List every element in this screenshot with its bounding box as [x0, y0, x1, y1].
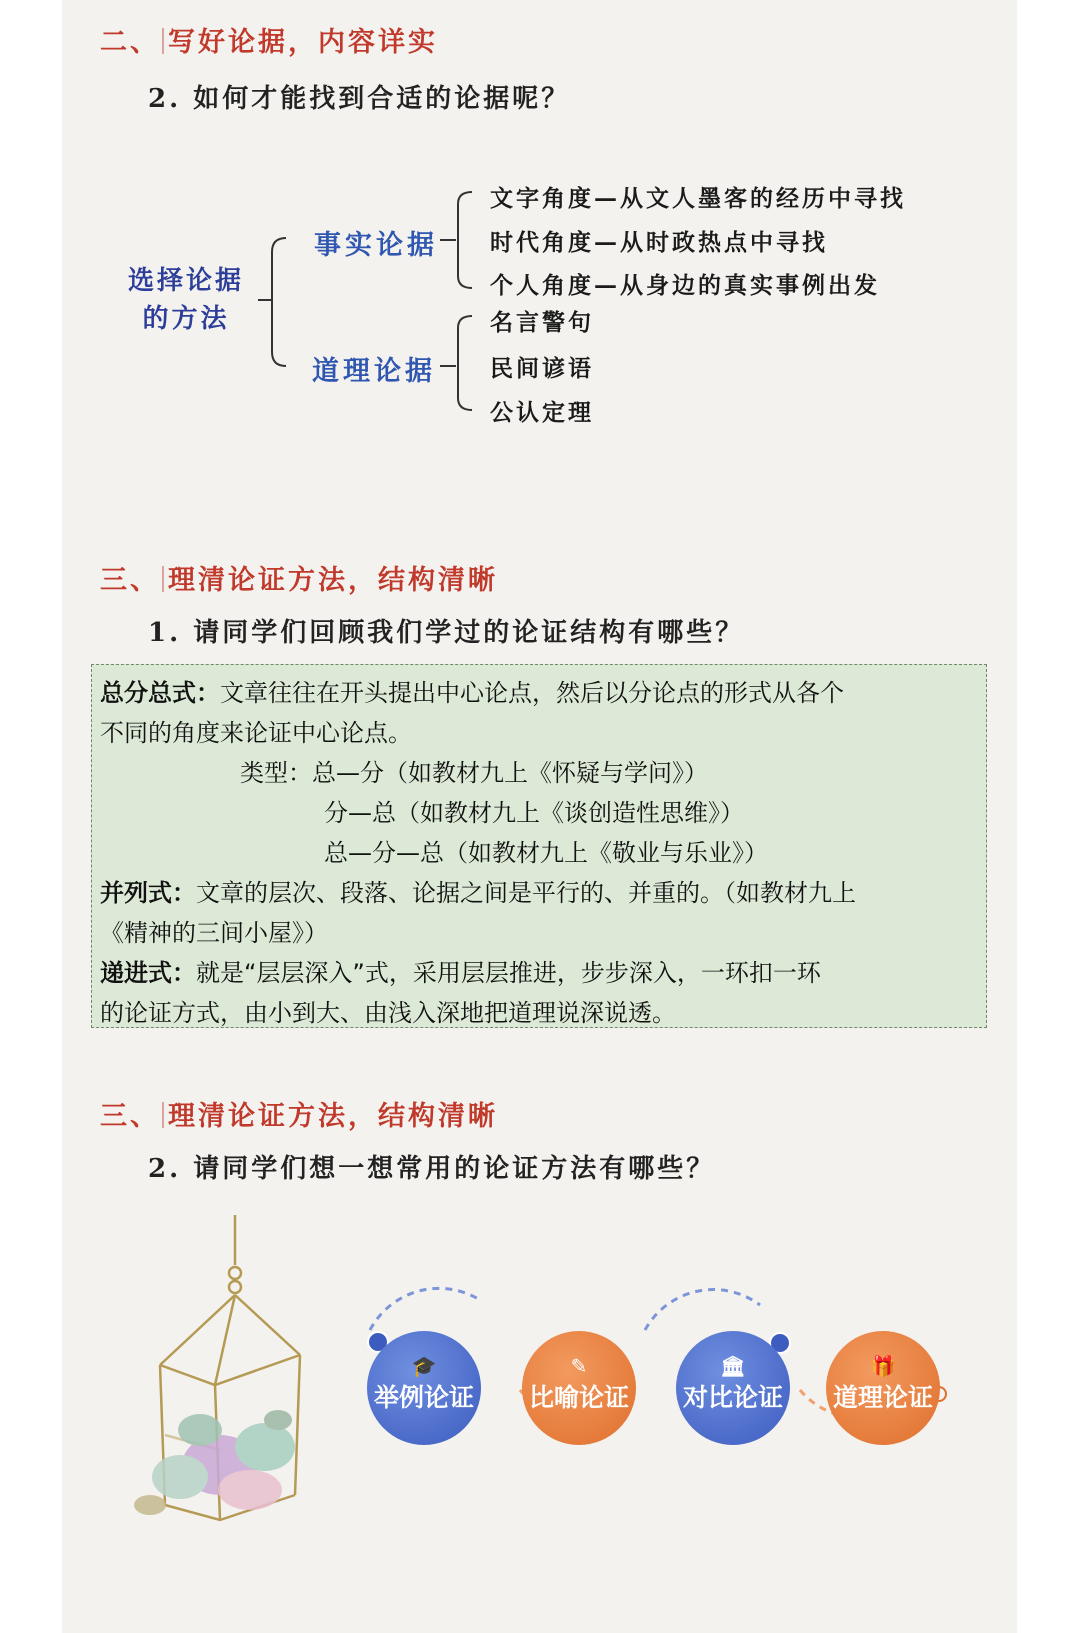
mindmap-branch-fact: 事实论据 — [314, 230, 438, 261]
fact-bracket — [440, 192, 472, 288]
zongfen-line — [100, 673, 980, 713]
reason-bracket — [440, 316, 472, 410]
terrarium-illustration — [120, 1215, 335, 1535]
section-title-3 — [100, 558, 498, 597]
type-item: 分—总（如教材九上《谈创造性思维》） — [324, 799, 744, 827]
dijin-line — [100, 953, 980, 993]
type-line — [100, 753, 980, 793]
mindmap-root-line2: 的方法 — [142, 304, 230, 334]
structure-text: 文章往往在开头提出中心论点，然后以分论点的形式从各个 — [220, 679, 844, 707]
structure-text: 就是“层层深入”式，采用层层推进，步步深入，一环扣一环 — [196, 959, 821, 987]
section-title-text: 写好论据，内容详实 — [168, 27, 438, 58]
section-title-text: 理清论证方法，结构清晰 — [168, 565, 498, 596]
binglie-line — [100, 873, 980, 913]
mindmap-leaf: 文字角度—从文人墨客的经历中寻找 — [490, 185, 906, 212]
title-divider — [162, 1102, 164, 1128]
mindmap-root — [128, 262, 244, 338]
structure-key: 总分总式： — [100, 679, 220, 707]
structure-key: 并列式： — [100, 879, 196, 907]
method-example-argument — [367, 1331, 481, 1445]
building-icon: 🏛 — [720, 1354, 746, 1378]
method-label: 对比论证 — [682, 1383, 783, 1412]
section-number: 三、 — [100, 565, 160, 596]
mindmap-root-line1: 选择论据 — [128, 266, 245, 296]
mindmap-leaf: 名言警句 — [490, 309, 594, 336]
type-item: 总—分（如教材九上《怀疑与学问》） — [312, 759, 708, 787]
type-item: 总—分—总（如教材九上《敬业与乐业》） — [324, 839, 768, 867]
structure-box — [91, 664, 987, 1028]
section-title-text: 理清论证方法，结构清晰 — [168, 1101, 498, 1132]
question-2: 2. 如何才能找到合适的论据呢？ — [148, 84, 571, 114]
question-2b: 2. 请同学们想一想常用的论证方法有哪些？ — [148, 1154, 716, 1184]
structure-key: 递进式： — [100, 959, 196, 987]
section-number: 二、 — [100, 27, 160, 58]
types-label: 类型： — [240, 759, 312, 787]
structure-text: 不同的角度来论证中心论点。 — [100, 719, 412, 747]
mindmap-leaf: 公认定理 — [490, 399, 594, 426]
question-1: 1. 请同学们回顾我们学过的论证结构有哪些？ — [148, 618, 745, 648]
structure-text: 的论证方式，由小到大、由浅入深地把道理说深说透。 — [100, 999, 676, 1027]
structure-text: 《精神的三间小屋》） — [100, 919, 328, 947]
section-title-3b — [100, 1094, 498, 1133]
method-label: 举例论证 — [373, 1383, 474, 1412]
pencil-note-icon: ✎ — [570, 1354, 588, 1378]
structure-text: 文章的层次、段落、论据之间是平行的、并重的。（如教材九上 — [196, 879, 856, 907]
method-metaphor-argument — [522, 1331, 636, 1445]
method-label: 比喻论证 — [528, 1383, 629, 1412]
mindmap-leaf: 个人角度—从身边的真实事例出发 — [490, 272, 880, 299]
method-contrast-argument — [676, 1331, 790, 1445]
graduation-cap-icon: 🎓 — [411, 1354, 437, 1378]
mindmap-leaf: 民间谚语 — [490, 355, 594, 382]
method-reasoning-argument — [826, 1331, 940, 1445]
title-divider — [162, 566, 164, 592]
mindmap-branch-reason: 道理论据 — [312, 356, 436, 387]
root-bracket — [258, 238, 286, 366]
gift-icon: 🎁 — [870, 1354, 896, 1378]
section-number: 三、 — [100, 1101, 160, 1132]
method-label: 道理论证 — [832, 1383, 933, 1412]
mindmap-leaf: 时代角度—从时政热点中寻找 — [490, 229, 828, 256]
